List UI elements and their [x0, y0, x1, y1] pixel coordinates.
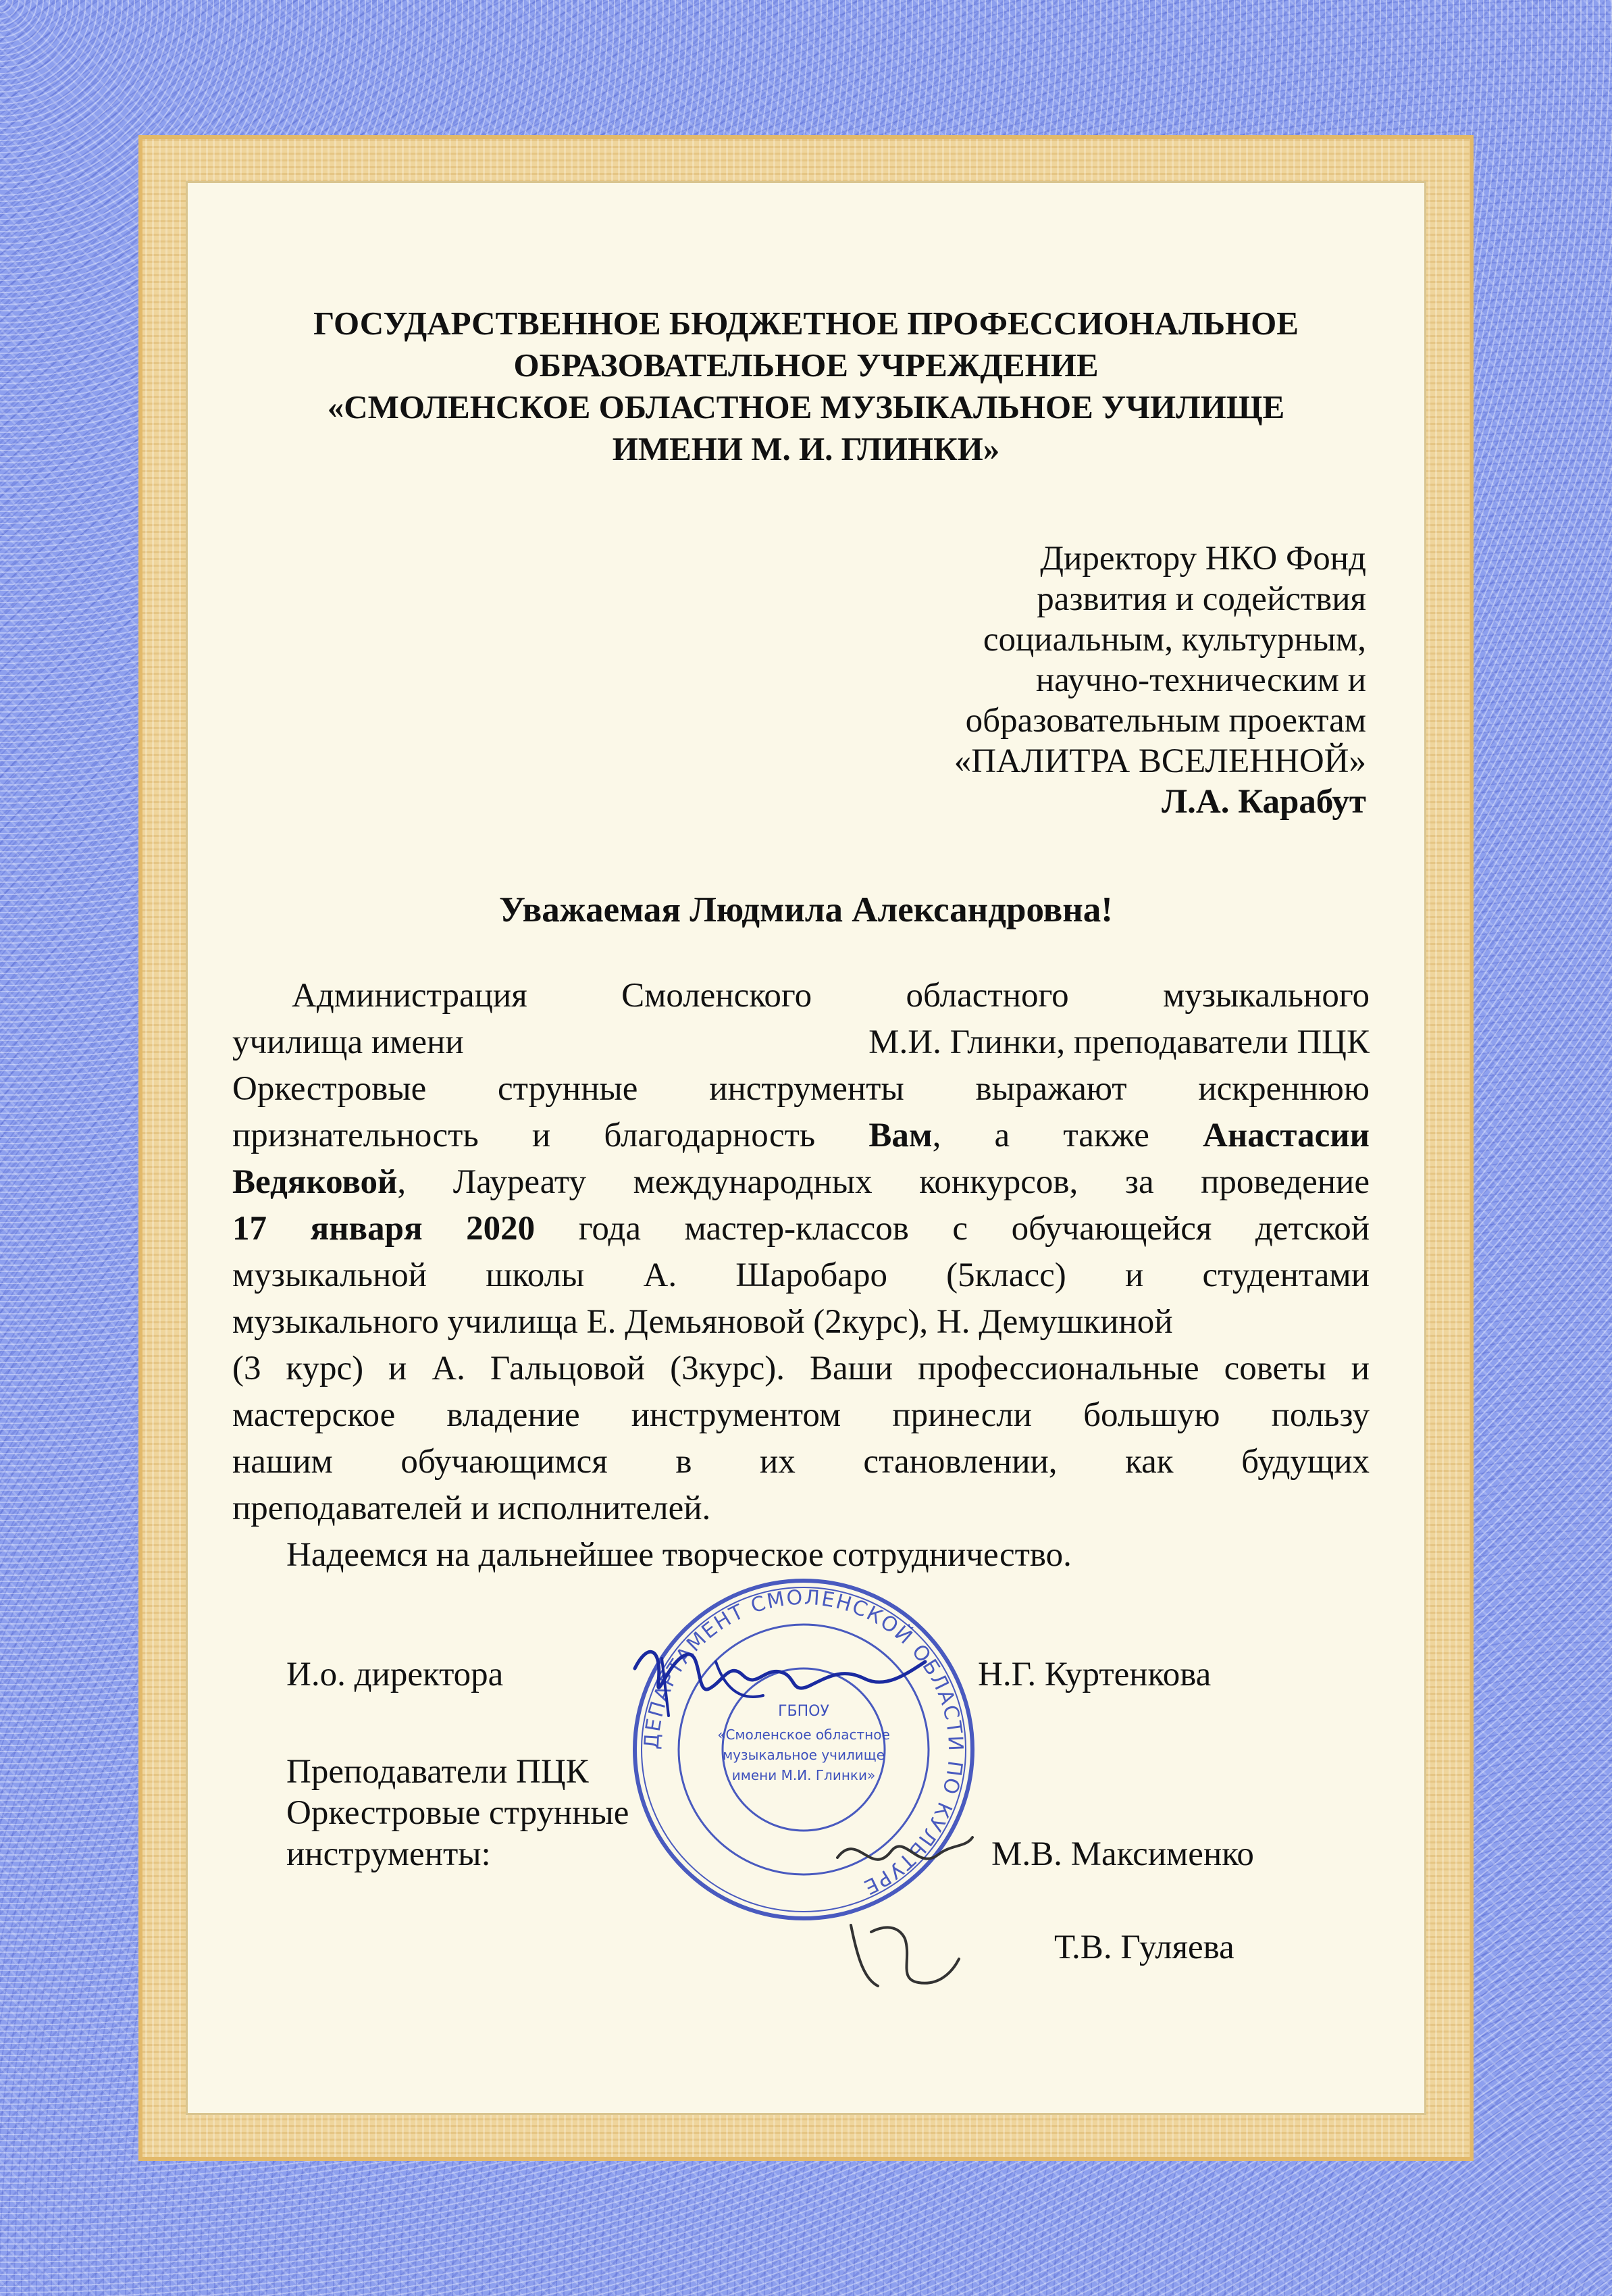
body-line-2b: М.И. Глинки, преподаватели ПЦК: [868, 1023, 1370, 1061]
body-line-6b: года мастер-классов с обучающейся детской: [535, 1210, 1370, 1248]
body-line-11: нашим обучающимся в их становлении, как будущих: [232, 1443, 1370, 1481]
teacher-signature-1: [831, 1817, 979, 1898]
body-line-5b: , Лауреату международных конкурсов, за проведение: [397, 1163, 1370, 1201]
addressee-line-4: научно-техническим и: [1035, 661, 1366, 699]
director-signature: [621, 1621, 945, 1756]
body-line-8: музыкального училища Е. Демьяновой (2курс), Н. Демушкиной: [232, 1303, 1173, 1341]
body-line-13: Надеемся на дальнейшее творческое сотрудничество.: [286, 1536, 1072, 1574]
signature-name-teacher-1: М.В. Максименко: [991, 1835, 1254, 1873]
seal-center-1: ГБПОУ: [778, 1703, 829, 1720]
addressee-name: Л.А. Карабут: [1162, 783, 1366, 821]
seal-center-4: имени М.И. Глинки»: [731, 1767, 876, 1783]
salutation: Уважаемая Людмила Александровна!: [499, 890, 1113, 929]
addressee-line-2: развития и содействия: [1037, 580, 1366, 618]
teacher-signature-2: [837, 1905, 972, 2006]
seal-ring-text: ДЕПАРТАМЕНТ СМОЛЕНСКОЙ ОБЛАСТИ ПО КУЛЬТУРЕ: [640, 1585, 968, 1899]
header-line-4: ИМЕНИ М. И. ГЛИНКИ»: [612, 430, 1000, 467]
body-line-4c: , а также: [932, 1117, 1203, 1154]
addressee-line-1: Директору НКО Фонд: [1040, 540, 1366, 578]
header-line-3: «СМОЛЕНСКОЕ ОБЛАСТНОЕ МУЗЫКАЛЬНОЕ УЧИЛИЩЕ: [327, 388, 1285, 426]
seal-center-2: «Смоленское областное: [717, 1727, 890, 1743]
signature-role-teachers-3: инструменты:: [286, 1835, 491, 1873]
addressee-line-5: образовательным проектам: [965, 702, 1366, 740]
body-line-4d: Анастасии: [1203, 1117, 1370, 1154]
signature-role-teachers-2: Оркестровые струнные: [286, 1794, 629, 1832]
addressee-line-3: социальным, культурным,: [983, 621, 1366, 659]
body-line-3: Оркестровые струнные инструменты выражают искреннюю: [232, 1070, 1370, 1108]
body-line-5: [232, 1161, 1370, 1203]
body-line-6a: 17 января 2020: [232, 1210, 536, 1248]
body-line-2a: училища имени: [232, 1023, 464, 1061]
body-line-6: [232, 1208, 1370, 1250]
body-line-10: мастерское владение инструментом принесли большую пользу: [232, 1396, 1370, 1434]
body-line-12: преподавателей и исполнителей.: [232, 1489, 711, 1527]
body-line-1: Администрация Смоленского областного музыкального: [292, 977, 1370, 1015]
body-line-9: (3 курс) и А. Гальцовой (3курс). Ваши профессиональные советы и: [232, 1350, 1370, 1387]
addressee-line-6: «ПАЛИТРА ВСЕЛЕННОЙ»: [954, 742, 1366, 780]
body-line-7: музыкальной школы А. Шаробаро (5класс) и студентами: [232, 1256, 1370, 1294]
body-line-4b: Вам: [868, 1117, 933, 1154]
signature-role-teachers-1: Преподаватели ПЦК: [286, 1753, 589, 1791]
signature-name-director: Н.Г. Куртенкова: [978, 1656, 1212, 1693]
header-line-2: ОБРАЗОВАТЕЛЬНОЕ УЧРЕЖДЕНИЕ: [513, 347, 1099, 384]
seal-center-3: музыкальное училище: [723, 1747, 885, 1763]
body-line-5a: Ведяковой: [232, 1163, 398, 1201]
header-line-1: ГОСУДАРСТВЕННОЕ БЮДЖЕТНОЕ ПРОФЕССИОНАЛЬНОЕ: [313, 305, 1299, 342]
signature-role-director: И.о. директора: [286, 1656, 504, 1693]
body-line-4a: признательность и благодарность: [232, 1117, 869, 1154]
signature-name-teacher-2: Т.В. Гуляева: [1054, 1929, 1234, 1966]
body-line-4: [232, 1115, 1370, 1156]
